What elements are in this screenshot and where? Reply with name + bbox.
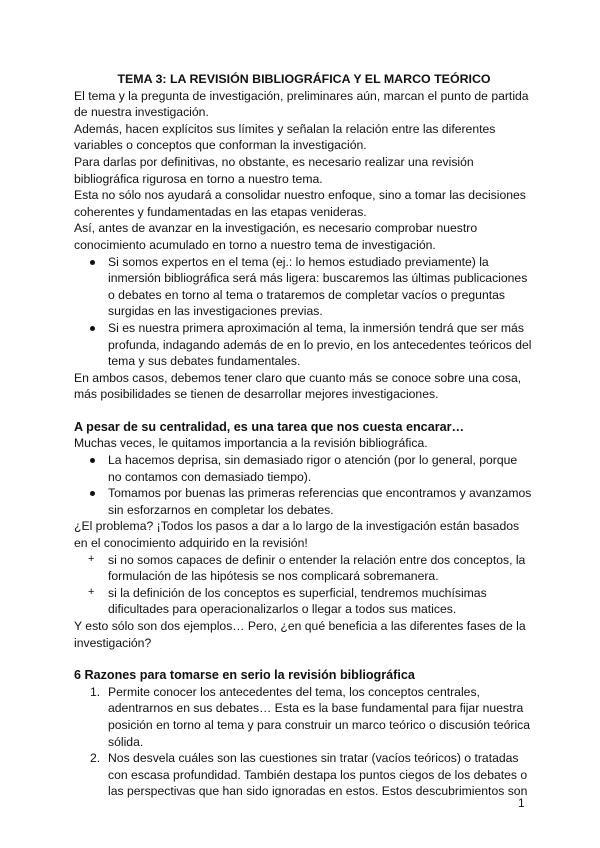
intro-closing: En ambos casos, debemos tener claro que cuanto más se conoce sobre una cosa, más posibilidades se tienen de desarrollar mejores investigaciones. [74,370,522,402]
section-closing: Y esto sólo son dos ejemplos… Pero, ¿en qué beneficia a las diferentes fases de la investigación? [74,619,526,650]
section-lead: Muchas veces, le quitamos importancia a la revisión bibliográfica. [74,436,428,451]
list-item: La hacemos deprisa, sin demasiado rigor o atención (por lo general, porque no contamos con demasiado tiempo). [74,452,534,485]
list-item [74,750,534,800]
intro-bullet-list [74,254,534,370]
list-item: Si somos expertos en el tema (ej.: lo hemos estudiado previamente) la inmersión bibliográfica será más ligera: buscaremos las últimas publicaciones o debates en torno al tema o trataremos de completar vacíos o preguntas surgidas en las investigaciones previas. [74,254,534,320]
list-number: 2. [90,751,101,766]
document-page [74,71,534,800]
section-heading-reasons: 6 Razones para tomarse en serio la revisión bibliográfica [74,668,415,683]
intro-paragraph-4: Esta no sólo nos ayudará a consolidar nuestro enfoque, sino a tomar las decisiones coherentes y fundamentadas en las etapas venideras. [74,188,526,219]
page-title: TEMA 3: LA REVISIÓN BIBLIOGRÁFICA Y EL MARCO TEÓRICO [117,72,491,86]
page-number: 1 [518,796,525,810]
list-item: + si la definición de los conceptos es superficial, tendremos muchísimas dificultades para operacionalizarlos o llegar a todos sus matices. [74,585,534,618]
list-number: 1. [90,684,101,699]
reasons-numbered-list [74,684,534,800]
list-item-text: Nos desvela cuáles son las cuestiones sin tratar (vacíos teóricos) o tratadas con escasa profundidad. También destapa los puntos ciegos de los debates o las perspectivas que han sido ignoradas en estos. Estos descubrimientos son [108,751,528,799]
list-item: Tomamos por buenas las primeras referencias que encontramos y avanzamos sin esforzarnos en completar los debates. [74,485,534,518]
list-item [74,684,534,750]
intro-paragraph-3: Para darlas por definitivas, no obstante, es necesario realizar una revisión bibliográfica rigurosa en torno a nuestro tema. [74,154,474,186]
list-item: Si es nuestra primera aproximación al tema, la inmersión tendrá que ser más profunda, indagando además de en lo previo, en los antecedentes teóricos del tema y sus debates fundamentales. [74,320,534,370]
problem-paragraph: ¿El problema? ¡Todos los pasos a dar a lo largo de la investigación están basados en el conocimiento adquirido en la revisión! [74,519,520,551]
example-plus-list [74,552,534,618]
intro-paragraph-5: Así, antes de avanzar en la investigación, es necesario comprobar nuestro conocimiento acumulado en torno a nuestro tema de investigación. [74,221,478,252]
intro-paragraph-2: Además, hacen explícitos sus límites y señalan la relación entre las diferentes variables o conceptos que conforman la investigación. [74,121,496,153]
intro-paragraph-1: El tema y la pregunta de investigación, preliminares aún, marcan el punto de partida de nuestra investigación. [74,88,529,120]
list-item-text: Permite conocer los antecedentes del tema, los conceptos centrales, adentrarnos en sus debates… Esta es la base fundamental para fijar nuestra posición en torno al tema y para construir un marco teórico o discusión teórica sólida. [108,684,531,749]
difficulty-bullet-list [74,452,534,518]
list-item: + si no somos capaces de definir o entender la relación entre dos conceptos, la formulación de las hipótesis se nos complicará sobremanera. [74,552,534,585]
section-heading-difficulty: A pesar de su centralidad, es una tarea que nos cuesta encarar… [74,419,465,434]
